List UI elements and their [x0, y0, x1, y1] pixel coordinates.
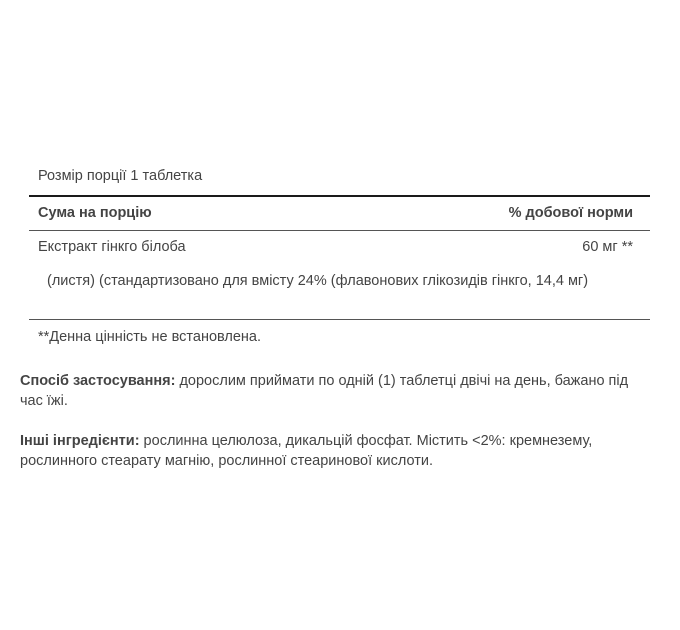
- other-ingredients-section: [20, 431, 650, 471]
- usage-section: [20, 371, 650, 411]
- header-daily-value: % добової норми: [508, 205, 633, 221]
- usage-label: Спосіб застосування:: [20, 373, 176, 389]
- header-amount-per-serving: Сума на порцію: [38, 205, 152, 221]
- ingredient-name: Екстракт гінкго білоба: [38, 239, 186, 255]
- ingredient-amount: 60 мг **: [582, 239, 633, 255]
- table-row: [29, 231, 650, 260]
- supplement-facts-table: [29, 157, 650, 348]
- other-ingredients-text: рослинна целюлоза, дикальцій фосфат. Містить <2%: кремнезему, рослинного стеарату магнію, рослинної стеаринової кислоти.: [20, 433, 593, 469]
- usage-text: дорослим приймати по одній (1) таблетці двічі на день, бажано під час їжі.: [20, 373, 629, 409]
- table-header: [29, 197, 650, 231]
- other-ingredients-label: Інші інгредієнти:: [20, 433, 140, 449]
- footnote: **Денна цінність не встановлена.: [38, 329, 262, 345]
- serving-size: Розмір порції 1 таблетка: [29, 157, 650, 197]
- ingredient-description: (листя) (стандартизовано для вмісту 24% (флавонових глікозидів гінкго, 14,4 мг): [29, 260, 650, 320]
